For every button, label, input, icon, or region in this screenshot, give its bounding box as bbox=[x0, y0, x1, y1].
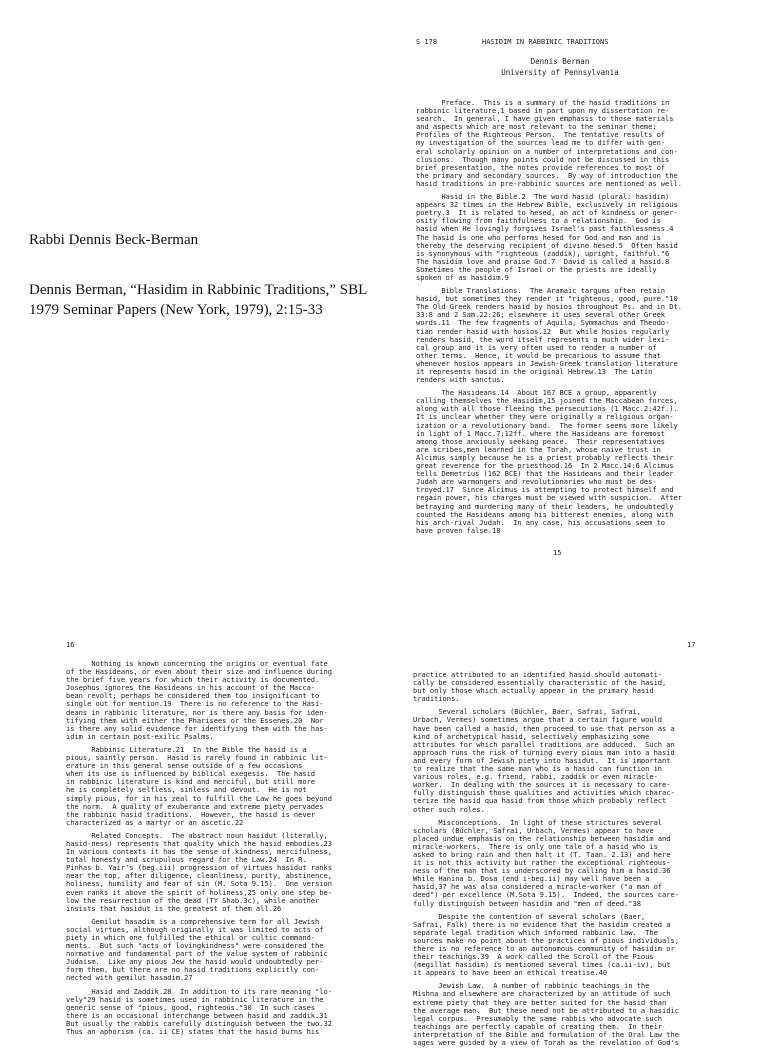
header-title: HASIDIM IN RABBINIC TRADITIONS bbox=[482, 38, 609, 46]
author-name: Dennis Berman bbox=[530, 57, 590, 66]
text-line: But usually the rabbis carefully distinguish between the two.32 bbox=[66, 1018, 332, 1028]
text-line: deed") per excellence (M.Sota 9.15). Indeed, the sources care- bbox=[413, 890, 679, 900]
text-line: teachings are perfectly capable of creating them. In their bbox=[413, 1021, 663, 1031]
text-line: total honesty and scrupulous regard for the Law.24 In R. bbox=[66, 855, 307, 865]
author-affiliation: University of Pennsylvania bbox=[501, 68, 619, 77]
paragraph bbox=[413, 819, 753, 908]
text-line: sages were guided by a view of Torah as the revelation of God's bbox=[413, 1038, 679, 1048]
text-line: along with all those fleeing the persecutions (1 Macc.2:42f.). bbox=[416, 404, 678, 414]
text-line: Pinhas b. Yair's (beg.iii) progression of virtues hasidut ranks bbox=[66, 863, 332, 873]
text-line: search. In general, I have given emphasis to those materials bbox=[416, 114, 674, 124]
paragraph bbox=[66, 832, 366, 913]
text-line: interpretation of the Bible and formulation of the Oral Law the bbox=[413, 1029, 679, 1039]
text-line: thereby the deserving recipient of divine hesed.5 Often hasid bbox=[416, 240, 678, 250]
text-line: other such roles. bbox=[413, 804, 485, 814]
text-line: fully distinguish those qualities and activities which charac- bbox=[413, 788, 675, 798]
text-line: Bible Translations. The Aramaic targums often retain bbox=[416, 286, 666, 296]
text-line: and aspects which are most relevant to the seminar theme: bbox=[416, 122, 657, 132]
text-line: spoken of as hasidim.9 bbox=[416, 272, 509, 282]
text-line: bean revolt; perhaps he considered them too insignificant to bbox=[66, 691, 320, 701]
text-line: words.11 The few fragments of Aquila, Symmachus and Theodo- bbox=[416, 318, 670, 328]
paragraph bbox=[66, 746, 366, 827]
text-line: Gemilut hasadim is a comprehensive term for all Jewish bbox=[66, 916, 320, 926]
paragraph bbox=[66, 988, 366, 1037]
text-line: have been called a hasid, then proceed to use that person as a bbox=[413, 723, 675, 733]
text-line: ness of the man that is underscored by calling him a hasid.36 bbox=[413, 866, 671, 876]
text-line: it represents hasid in the original Hebrew.13 The Latin bbox=[416, 367, 653, 376]
citation-name: Rabbi Dennis Beck-Berman bbox=[29, 232, 199, 248]
author-block bbox=[460, 56, 660, 78]
text-line: legal corpus. Presumably the same rabbis who advocate such bbox=[413, 1013, 663, 1023]
text-line: traditions. bbox=[413, 694, 460, 704]
text-line: calling themselves the Hasidim,15 joined the Maccabean forces, bbox=[416, 396, 678, 406]
text-line: It is unclear whether they were originally a religious organ- bbox=[416, 412, 674, 422]
text-line: their teachings.39 A work called the Scroll of the Pious bbox=[413, 952, 654, 962]
text-line: pious, saintly person. Hasid is rarely found in rabbinic lit- bbox=[66, 753, 328, 763]
text-line: deans in rabbinic literature, nor is there any basis for iden- bbox=[66, 707, 328, 717]
text-line: and every form of Jewish piety into hasidut. It is important bbox=[413, 755, 671, 765]
paragraph bbox=[413, 708, 753, 813]
text-line: cal group and it is very often used to render a number of bbox=[416, 342, 657, 352]
text-line: tifying them with either the Pharisees or the Essenes.20 Nor bbox=[66, 715, 324, 725]
text-line: osity flowing from faithfulness to a relationship. God is bbox=[416, 216, 661, 226]
text-line: single out for mention.19 There is no reference to the Hasi- bbox=[66, 699, 324, 709]
text-line: Preface. This is a summary of the hasid traditions in bbox=[416, 98, 670, 107]
text-line: ments. But such "acts of lovingkindness" were considered the bbox=[66, 941, 324, 951]
text-line: it is not this activity but rather the exceptional righteous- bbox=[413, 858, 671, 868]
text-line: the brief five years for which their activity is documented. bbox=[66, 675, 320, 685]
text-line: separate legal tradition which informed rabbinic law. The bbox=[413, 927, 658, 937]
text-line: there is an occasional interchange between hasid and zaddik.31 bbox=[66, 1010, 328, 1020]
text-line: hasid-ness) represents that quality which the hasid embodies.23 bbox=[66, 838, 332, 848]
paragraph bbox=[416, 287, 756, 384]
text-line: tian render hasid with hosios.12 But while hosios regularly bbox=[416, 326, 670, 336]
text-line: ization or a revolutionary band. The former seems more likely bbox=[416, 420, 678, 430]
text-line: low the resurrection of the dead (TY Shab.3c), while another bbox=[66, 895, 320, 905]
text-line: renders with sanctus. bbox=[416, 375, 505, 385]
paragraph bbox=[416, 389, 756, 535]
page-number-16: 16 bbox=[66, 641, 75, 649]
text-line: Jewish Law. A number of rabbinic teachings in the bbox=[413, 981, 650, 991]
text-line: betraying and murdering many of their leaders, he undoubtedly bbox=[416, 501, 674, 511]
text-line: miracle-workers. There is only one tale of a hasid who is bbox=[413, 841, 658, 851]
text-line: the rabbinic hasid traditions. However, the hasid is never bbox=[66, 809, 316, 819]
text-line: Josephus ignores the Hasideans in his account of the Macca- bbox=[66, 683, 316, 693]
text-line: clusions. Though many points could not be discussed in this bbox=[416, 154, 670, 164]
text-line: the primary and secondary sources. By way of introduction the bbox=[416, 170, 678, 180]
text-line: my investigation of the sources lead me to differ with gen- bbox=[416, 138, 666, 148]
text-line: approach runs the risk of turning every pious man into a hasid bbox=[413, 747, 675, 757]
text-line: The Hasideans.14 About 167 BCE a group, apparently bbox=[416, 388, 657, 398]
text-line: cally be considered essentially characteristic of the hasid, bbox=[413, 678, 667, 688]
text-line: Several scholars (Büchler, Baer, Safrai, Safrai, bbox=[413, 707, 641, 717]
paragraph bbox=[66, 660, 366, 741]
text-line: is there any solid evidence for identifying them with the has- bbox=[66, 723, 328, 733]
text-line: Safrai, Falk) there is no evidence that the hasidim created a bbox=[413, 919, 671, 929]
text-line: Judah are warmongers and revolutionaries who must be des- bbox=[416, 477, 657, 487]
page-16-body bbox=[66, 660, 366, 1041]
text-line: to realize that the same man who is a hasid can function in bbox=[413, 764, 663, 774]
text-line: In various contexts it has the sense of kindness, mercifulness, bbox=[66, 847, 332, 857]
text-line: 33:8 and 2 Sam.22:26; elsewhere it uses several other Greek bbox=[416, 310, 666, 320]
text-line: when its use is influenced by biblical exegesis. The hasid bbox=[66, 769, 316, 779]
text-line: practice attributed to an identified hasid should automati- bbox=[413, 670, 663, 679]
text-line: placed undue emphasis on the relationship between hasidim and bbox=[413, 833, 671, 843]
text-line: Mishna and elsewhere are characterized by an attitude of such bbox=[413, 989, 671, 999]
text-line: vely"29 hasid is sometimes used in rabbinic literature in the bbox=[66, 994, 324, 1004]
citation-block bbox=[29, 230, 389, 320]
text-line: hasid,37 he was also considered a miracle-worker ("a man of bbox=[413, 882, 663, 892]
text-line: form them, but there are no hasid traditions explicitly con- bbox=[66, 965, 320, 975]
text-line: hasid traditions in pre-rabbinic sources are mentioned as well. bbox=[416, 178, 682, 188]
text-line: he is completely selfless, sinless and devout. He is not bbox=[66, 785, 307, 795]
paragraph bbox=[66, 918, 366, 983]
text-line: characterized as a martyr or an ascetic.22 bbox=[66, 817, 244, 827]
text-line: Hasid in the Bible.2 The word hasid (plural: hasidim) bbox=[416, 192, 670, 202]
text-line: whenever hosios appears in Jewish-Greek translation literature bbox=[416, 358, 678, 368]
paragraph bbox=[413, 982, 753, 1047]
text-line: simply pious, for in his zeal to fulfill the Law he goes beyond bbox=[66, 793, 332, 803]
text-line: poetry.3 It is related to hesed, an act of kindness or gener- bbox=[416, 208, 678, 218]
text-line: hasid, but sometimes they render it "righteous, good, pure."10 bbox=[416, 294, 678, 304]
text-line: generic sense of "pious, good, righteous."30 In such cases bbox=[66, 1002, 316, 1012]
text-line: Related Concepts. The abstract noun hasidut (literally, bbox=[66, 830, 328, 840]
text-line: regain power, his charges must be viewed with suspicion. After bbox=[416, 493, 682, 503]
text-line: extreme piety that they are better suited for the hasid than bbox=[413, 997, 667, 1007]
text-line: kind of archetypical hasid, selectively emphasizing some bbox=[413, 731, 650, 741]
text-line: (megillat hasidim) is mentioned several times (ca.ii-iv), but bbox=[413, 960, 671, 970]
text-line: it appears to have been an ethical treatise.40 bbox=[413, 968, 608, 978]
text-line: Rabbinic Literature.21 In the Bible the hasid is a bbox=[66, 744, 307, 754]
text-line: counted the Hasideans among his bitterest enemies, along with bbox=[416, 509, 674, 519]
paragraph bbox=[416, 99, 756, 188]
text-line: Hasid and Zaddik.28 In addition to its rare meaning "lo- bbox=[66, 986, 332, 996]
text-line: The hasid is one who performs hesed for God and man and is bbox=[416, 232, 661, 242]
text-line: normative and fundamental part of the value system of rabbinic bbox=[66, 949, 328, 959]
paragraph bbox=[416, 193, 756, 282]
text-line: terize the hasid qua hasid from those which probably reflect bbox=[413, 796, 667, 806]
text-line: renders hasid, the word itself represents a much wider lexi- bbox=[416, 334, 670, 344]
text-line: are scribes,men learned in the Torah, whose naive trust in bbox=[416, 444, 661, 454]
text-line: idim in certain post-exilic Psalms. bbox=[66, 731, 214, 741]
text-line: rabbinic literature,1 based in part upon my dissertation re- bbox=[416, 106, 670, 116]
text-line: troyed.17 Since Alcimus is attempting to protect himself and bbox=[416, 485, 674, 495]
text-line: Misconceptions. In light of these strictures several bbox=[413, 817, 663, 827]
text-line: have proven false.18 bbox=[416, 525, 501, 535]
text-line: fully distinguish between hasidim and "men of deed."38 bbox=[413, 898, 641, 908]
text-line: Judaism. Like any pious Jew the hasid would undoubtedly per- bbox=[66, 957, 324, 967]
text-line: there is no reference to an autonomous community of hasidim or bbox=[413, 944, 675, 953]
text-line: in rabbinic literature is kind and merciful, but still more bbox=[66, 777, 316, 787]
text-line: brief presentation, the notes provide references to most of bbox=[416, 162, 666, 172]
text-line: even ranks it above the spirit of holiness,25 only one step be- bbox=[66, 887, 332, 897]
page-number-15: 15 bbox=[553, 549, 562, 557]
text-line: Thus an aphorism (ca. ii CE) states that the hasid burns his bbox=[66, 1027, 320, 1037]
page-15-body bbox=[416, 99, 756, 540]
header-code: S 178 bbox=[416, 38, 438, 46]
text-line: attributes for which parallel traditions are adduced. Such an bbox=[413, 739, 675, 749]
text-line: in light of 1 Macc.7:12ff. where the Hasideans are foremost bbox=[416, 428, 666, 438]
text-line: asked to bring rain and then halt it (T. Taan. 2.13) and here bbox=[413, 849, 671, 859]
page-17-body bbox=[413, 671, 753, 1052]
text-line: the average man. But these need not be attributed to a hasidic bbox=[413, 1005, 679, 1015]
text-line: Despite the contention of several scholars (Baer, bbox=[413, 911, 646, 921]
text-line: the norm. A quality of exuberance and extreme piety pervades bbox=[66, 801, 324, 811]
text-line: great reverence for the priesthood.16 In 2 Macc.14:6 Alcimus bbox=[416, 461, 674, 471]
citation-reference: Dennis Berman, “Hasidim in Rabbinic Traditions,” SBL 1979 Seminar Papers (New York, 1979), 2:15-33 bbox=[29, 282, 367, 318]
text-line: various roles, e.g. friend, rabbi, zaddik or even miracle- bbox=[413, 772, 658, 782]
text-line: Nothing is known concerning the origins or eventual fate bbox=[66, 659, 328, 668]
text-line: his arch-rival Judah. In any case, his accusations seem to bbox=[416, 517, 666, 527]
text-line: but only those which actually appear in the primary hasid bbox=[413, 686, 654, 696]
text-line: tells Demetrius (162 BCE) that the Hasideans and their leader bbox=[416, 469, 674, 479]
text-line: holiness, humility and fear of sin (M. Sota 9.15). One version bbox=[66, 879, 332, 889]
text-line: nected with gemilut hasadim.27 bbox=[66, 973, 193, 983]
text-line: of the Hasideans, or even about their size and influence during bbox=[66, 667, 332, 677]
text-line: hasid when He lovingly forgives Israel's past faithlessness.4 bbox=[416, 224, 674, 234]
text-line: Urbach, Vermes) sometimes argue that a certain figure would bbox=[413, 715, 663, 725]
text-line: erature in this general sense outside of a few occasions bbox=[66, 761, 303, 771]
text-line: is synonymous with "righteous (zaddik), upright, faithful."6 bbox=[416, 248, 670, 258]
text-line: sources make no point about the practices of pious individuals; bbox=[413, 935, 679, 945]
text-line: scholars (Büchler, Safrai, Urbach, Vermes) appear to have bbox=[413, 825, 654, 835]
text-line: piety in which one fulfilled the ethical or cultic command- bbox=[66, 933, 316, 942]
paragraph bbox=[413, 671, 753, 703]
text-line: worker. In dealing with the sources it is necessary to care- bbox=[413, 780, 671, 790]
text-line: The hasidim love and praise God.7 David is called a hasid.8 bbox=[416, 256, 670, 266]
text-line: among those anxiously seeking peace. Their representatives bbox=[416, 436, 666, 446]
text-line: eral scholarly opinion on a number of interpretations and con- bbox=[416, 146, 678, 156]
text-line: appears 32 times in the Hebrew Bible, exclusively in religious bbox=[416, 200, 678, 210]
text-line: While Hanina b. Dosa (end i-beg.ii) may well have been a bbox=[413, 874, 650, 884]
text-line: insists that hasidut is the greatest of them all.26 bbox=[66, 903, 282, 913]
paragraph bbox=[413, 913, 753, 978]
text-line: social virtues, although originally it was limited to acts of bbox=[66, 924, 324, 934]
text-line: other terms. Hence, it would be precarious to assume that bbox=[416, 350, 661, 360]
text-line: The Old Greek renders hasid by hosios throughout Ps. and in Dt. bbox=[416, 302, 682, 312]
text-line: Sometimes the people of Israel or the priests are ideally bbox=[416, 264, 657, 274]
page-number-17: 17 bbox=[687, 641, 696, 649]
text-line: Profiles of the Righteous Person. The tentative results of bbox=[416, 130, 666, 140]
text-line: near the top, after diligence, cleanliness, purity, abstinence, bbox=[66, 871, 332, 881]
text-line: Alcimus simply because he is a priest probably reflects their bbox=[416, 452, 674, 462]
